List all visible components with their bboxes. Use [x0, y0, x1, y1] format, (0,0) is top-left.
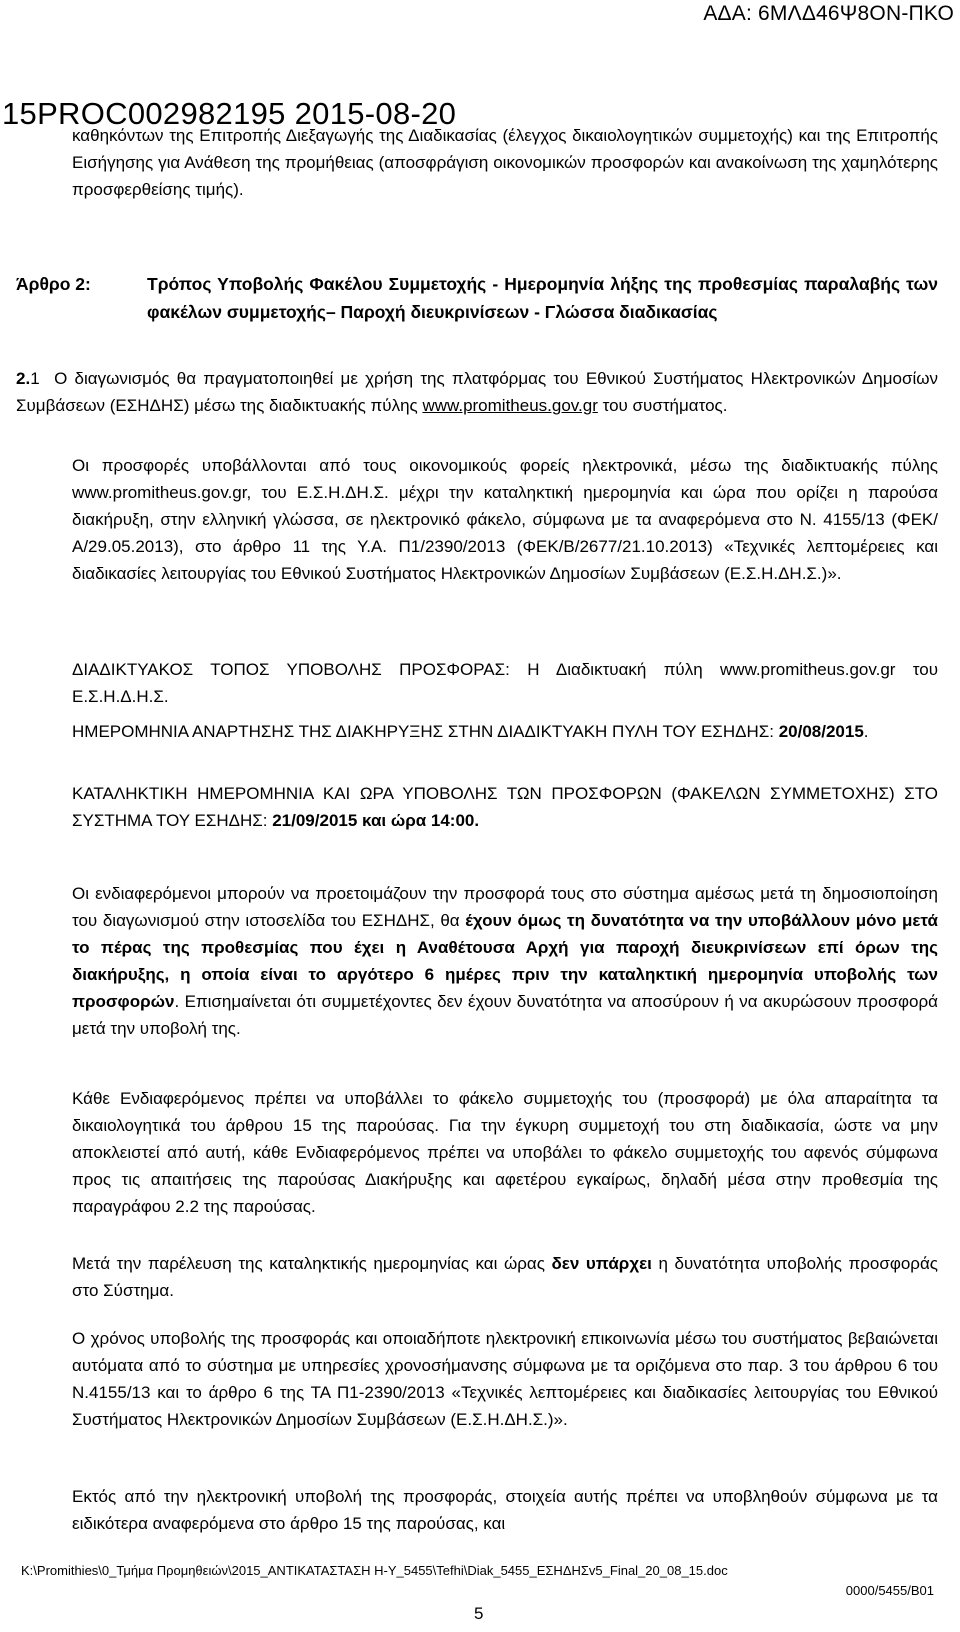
- prepare-block: [72, 880, 938, 1042]
- publication-paragraph: [72, 718, 938, 745]
- reference-code: 15PROC002982195 2015-08-20: [2, 96, 457, 131]
- article-title: Τρόπος Υποβολής Φακέλου Συμμετοχής - Ημερομηνία λήξης της προθεσμίας παραλαβής των φακέλων συμμετοχής– Παροχή διευκρινίσεων - Γλώσσα διαδικασίας: [147, 274, 938, 322]
- prepare-start: Οι ενδιαφερόμενοι μπορούν να προετοιμάζουν την προσφορά τους στο σύστημα αμέσως μετά τη δημοσιοποίηση του διαγωνισμού στην ιστοσελίδα του ΕΣΗΔΗΣ, θα: [72, 884, 938, 930]
- section-number: 2.: [16, 369, 31, 388]
- footer-file-path: K:\Promithies\0_Τμήμα Προμηθειών\2015_ΑΝΤΙΚΑΤΑΣΤΑΣΗ Η-Υ_5455\Tefhi\Diak_5455_ΕΣΗΔΗΣv5_Final_20_08_15.doc: [21, 1563, 728, 1578]
- deadline-value: 21/09/2015 και ώρα 14:00.: [272, 811, 480, 830]
- after-deadline-block: [72, 1250, 938, 1304]
- page-number: 5: [474, 1604, 484, 1623]
- after-deadline-end: η δυνατότητα υποβολής προσφοράς στο Σύστημα.: [72, 1254, 938, 1300]
- deadline-label: ΚΑΤΑΛΗΚΤΙΚΗ ΗΜΕΡΟΜΗΝΙΑ ΚΑΙ ΩΡΑ ΥΠΟΒΟΛΗΣ ΤΩΝ ΠΡΟΣΦΟΡΩΝ (ΦΑΚΕΛΩΝ ΣΥΜΜΕΤΟΧΗΣ) ΣΤΟ ΣΥΣΤΗΜΑ ΤΟΥ ΕΣΗΔΗΣ:: [72, 784, 938, 830]
- deadline-paragraph: [72, 780, 938, 834]
- section-2-1-text: Ο διαγωνισμός θα πραγματοποιηθεί με χρήση της πλατφόρμας του Εθνικού Συστήματος Ηλεκτρονικών Δημοσίων Συμβάσεων (ΕΣΗΔΗΣ) μέσω της διαδικτυακής πύλης: [16, 369, 938, 415]
- ada-code: ΑΔΑ: 6ΜΛΔ46Ψ8ΟΝ-ΠΚΟ: [703, 2, 954, 25]
- publication-block: [72, 718, 938, 745]
- deadline-block: [72, 780, 938, 834]
- intro-paragraph-block: [72, 122, 938, 203]
- after-deadline-paragraph: [72, 1250, 938, 1304]
- besides-block: [72, 1483, 938, 1537]
- website-block: [72, 656, 938, 710]
- article-label: Άρθρο 2:: [16, 274, 91, 294]
- website-paragraph: ΔΙΑΔΙΚΤΥΑΚΟΣ ΤΟΠΟΣ ΥΠΟΒΟΛΗΣ ΠΡΟΣΦΟΡΑΣ: Η Διαδικτυακή πύλη www.promitheus.gov.gr του Ε.Σ.Η.Δ.Η.Σ.: [72, 660, 938, 706]
- promitheus-link[interactable]: www.promitheus.gov.gr: [422, 396, 598, 415]
- after-deadline-bold: δεν υπάρχει: [551, 1254, 652, 1273]
- prepare-paragraph: [72, 880, 938, 1042]
- footer-doc-code: 0000/5455/Β01: [845, 1583, 934, 1598]
- section-number-tail: 1: [30, 369, 40, 388]
- section-2-1-tail: του συστήματος.: [597, 396, 728, 415]
- timestamp-block: [72, 1325, 938, 1433]
- section-2-1-paragraph: [16, 365, 938, 419]
- each-party-paragraph: Κάθε Ενδιαφερόμενος πρέπει να υποβάλλει το φάκελο συμμετοχής του (προσφορά) με όλα απαραίτητα τα δικαιολογητικά του άρθρου 15 της παρούσας. Για την έγκυρη συμμετοχή του στη διαδικασία, ώστε να μην αποκλειστεί από αυτή, κάθε Ενδιαφερόμενος πρέπει να υποβάλει το φάκελο συμμετοχής του αφενός σύμφωνα προς τις απαιτήσεις της παρούσας Διακήρυξης και αφετέρου εγκαίρως, δηλαδή μέσα στην προθεσμία της παραγράφου 2.2 της παρούσας.: [72, 1089, 938, 1216]
- publication-end: .: [863, 722, 869, 741]
- each-party-block: [72, 1085, 938, 1220]
- intro-paragraph: καθηκόντων της Επιτροπής Διεξαγωγής της Διαδικασίας (έλεγχος δικαιολογητικών συμμετοχής) και της Επιτροπής Εισήγησης για Ανάθεση της προμήθειας (αποσφράγιση οικονομικών προσφορών και ανακοίνωση της χαμηλότερης προσφερθείσης τιμής).: [72, 126, 938, 199]
- publication-label: ΗΜΕΡΟΜΗΝΙΑ ΑΝΑΡΤΗΣΗΣ ΤΗΣ ΔΙΑΚΗΡΥΞΗΣ ΣΤΗΝ ΔΙΑΔΙΚΤΥΑΚΗ ΠΥΛΗ ΤΟΥ ΕΣΗΔΗΣ:: [72, 722, 779, 741]
- publication-date: 20/08/2015: [778, 722, 864, 741]
- section-2-1: [16, 365, 938, 419]
- besides-paragraph: Εκτός από την ηλεκτρονική υποβολή της προσφοράς, στοιχεία αυτής πρέπει να υποβληθούν σύμφωνα με τα ειδικότερα αναφερόμενα στο άρθρο 15 της παρούσας, και: [72, 1487, 938, 1533]
- prepare-end: . Επισημαίνεται ότι συμμετέχοντες δεν έχουν δυνατότητα να αποσύρουν ή να ακυρώσουν προσφορά μετά την υποβολή της.: [72, 992, 938, 1038]
- offers-block: [72, 452, 938, 587]
- timestamp-paragraph: Ο χρόνος υποβολής της προσφοράς και οποιαδήποτε ηλεκτρονική επικοινωνία μέσω του συστήματος βεβαιώνεται αυτόματα από το σύστημα με υπηρεσίες χρονοσήμανσης σύμφωνα με τα οριζόμενα στο παρ. 3 του άρθρου 6 του Ν.4155/13 και το άρθρο 6 της ΤΑ Π1-2390/2013 «Τεχνικές λεπτομέρειες και διαδικασίες λειτουργίας του Εθνικού Συστήματος Ηλεκτρονικών Δημοσίων Συμβάσεων (Ε.Σ.Η.ΔΗ.Σ.)».: [72, 1329, 938, 1429]
- offers-paragraph: Οι προσφορές υποβάλλονται από τους οικονομικούς φορείς ηλεκτρονικά, μέσω της διαδικτυακής πύλης www.promitheus.gov.gr, του Ε.Σ.Η.ΔΗ.Σ. μέχρι την καταληκτική ημερομηνία και ώρα που ορίζει η παρούσα διακήρυξη, στην ελληνική γλώσσα, σε ηλεκτρονικό φάκελο, σύμφωνα με τα αναφερόμενα στο Ν. 4155/13 (ΦΕΚ/Α/29.05.2013), στο άρθρο 11 της Υ.Α. Π1/2390/2013 (ΦΕΚ/Β/2677/21.10.2013) «Τεχνικές λεπτομέρειες και διαδικασίες λειτουργίας του Εθνικού Συστήματος Ηλεκτρονικών Δημοσίων Συμβάσεων (Ε.Σ.Η.ΔΗ.Σ.)».: [72, 456, 938, 583]
- after-deadline-start: Μετά την παρέλευση της καταληκτικής ημερομηνίας και ώρας: [72, 1254, 552, 1273]
- prepare-bold: έχουν όμως τη δυνατότητα να την υποβάλλουν μόνο μετά το πέρας της προθεσμίας που έχει η Αναθέτουσα Αρχή για παροχή διευκρινίσεων επί όρων της διακήρυξης, η οποία είναι το αργότερο 6 ημέρες πριν την καταληκτική ημερομηνία υποβολής των προσφορών: [72, 911, 938, 1011]
- article-heading: [16, 270, 938, 326]
